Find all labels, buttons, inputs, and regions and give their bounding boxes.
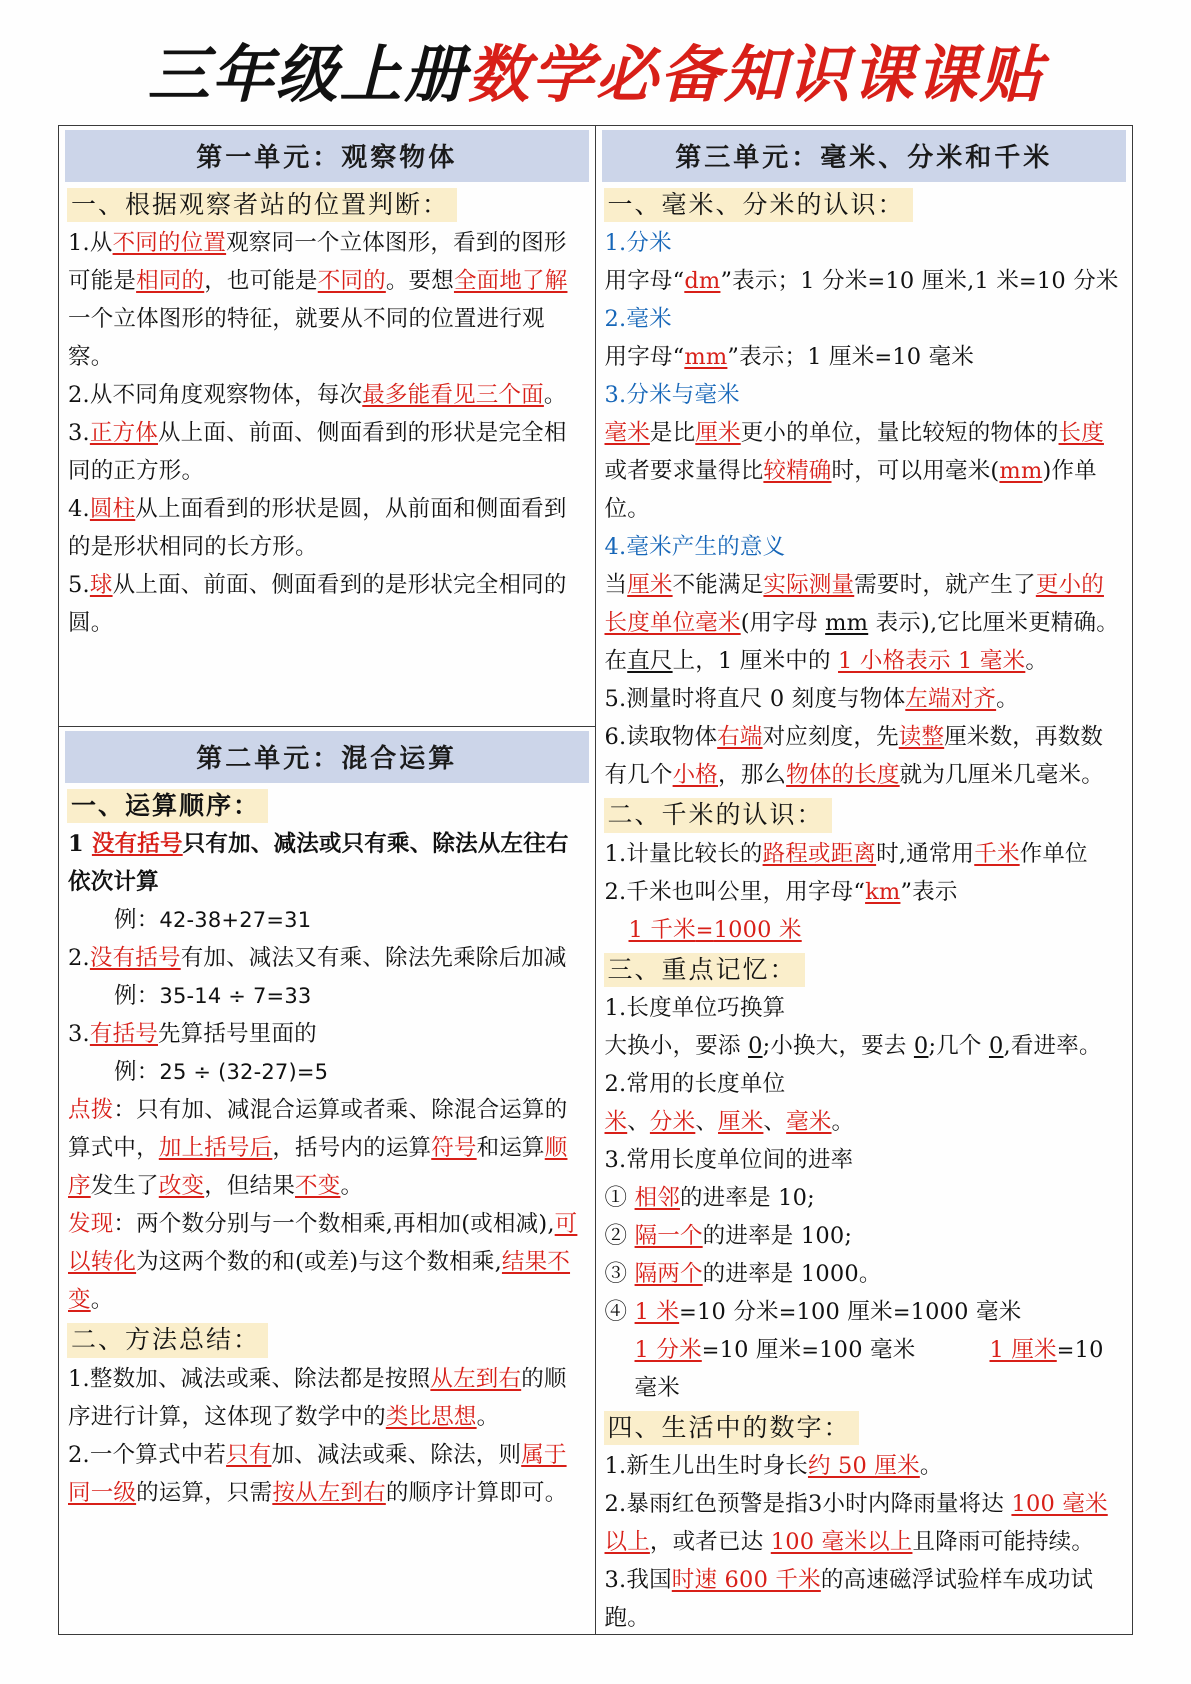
text-line: 点拨：只有加、减混合运算或者乘、除混合运算的算式中，加上括号后，括号内的运算符号和运算顺序发生了改变，但结果不变。 — [68, 1097, 568, 1200]
text-line: 2.毫米 — [604, 306, 672, 333]
text-line: 1.分米 — [604, 230, 672, 257]
unit3-section1-heading: 一、毫米、分米的认识： — [604, 188, 913, 222]
text-line: 2.没有括号有加、减法又有乘、除法先乘除后加减 — [68, 945, 567, 972]
unit2-section2-heading: 二、方法总结： — [67, 1323, 268, 1357]
text-line: 当厘米不能满足实际测量需要时，就产生了更小的长度单位毫米(用字母 mm 表示),它比厘米更精确。在直尺上，1 厘米中的 1 小格表示 1 毫米。 — [604, 572, 1119, 675]
content-grid — [58, 125, 1133, 1635]
text-line: 用字母“dm”表示；1 分米=10 厘米,1 米=10 分米 — [604, 268, 1119, 295]
text-line: ④ 1 米=10 分米=100 厘米=1000 毫米 — [604, 1298, 1022, 1325]
text-line: 5.球从上面、前面、侧面看到的是形状完全相同的圆。 — [68, 572, 567, 637]
text-line: 1.计量比较长的路程或距离时,通常用千米作单位 — [604, 840, 1088, 867]
text-line: 2.一个算式中若只有加、减法或乘、除法，则属于同一级的运算，只需按从左到右的顺序计算即可。 — [68, 1441, 568, 1506]
unit2-header: 第二单元：混合运算 — [65, 731, 589, 783]
text-line: 3.常用长度单位间的进率 — [604, 1146, 854, 1173]
page-title-red: 数学必备知识课课贴 — [467, 38, 1044, 111]
unit1-header: 第一单元：观察物体 — [65, 130, 589, 182]
unit3-section3-heading: 三、重点记忆： — [604, 953, 805, 987]
example-line: 例：42-38+27=31 — [114, 907, 312, 934]
unit1-section1-body — [59, 224, 595, 642]
text-line: 2.从不同角度观察物体，每次最多能看见三个面。 — [68, 382, 567, 409]
text-line: ① 相邻的进率是 10; — [604, 1184, 815, 1211]
text-line: 4.毫米产生的意义 — [604, 534, 786, 561]
unit2-section1-heading: 一、运算顺序： — [67, 789, 268, 823]
unit2-section1-body — [59, 825, 595, 1319]
text-line: 1.新生儿出生时身长约 50 厘米。 — [604, 1453, 943, 1480]
left-column — [59, 126, 596, 1634]
text-line: 1 没有括号只有加、减法或只有乘、除法从左往右依次计算 — [68, 831, 569, 896]
example-line: 例：25 ÷ (32-27)=5 — [114, 1059, 329, 1086]
unit3-section2-heading: 二、千米的认识： — [604, 798, 832, 832]
text-line: 3.有括号先算括号里面的 — [68, 1021, 317, 1048]
unit3-cell — [596, 126, 1133, 1634]
text-line: 3.正方体从上面、前面、侧面看到的形状是完全相同的正方形。 — [68, 420, 567, 485]
text-line: 3.分米与毫米 — [604, 382, 740, 409]
text-line: 大换小，要添 0;小换大，要去 0;几个 0,看进率。 — [604, 1032, 1102, 1059]
unit1-section1-heading: 一、根据观察者站的位置判断： — [67, 188, 457, 222]
unit2-section2-body — [59, 1360, 595, 1512]
unit3-section2-body — [596, 835, 1133, 949]
text-line: 6.读取物体右端对应刻度，先读整厘米数，再数数有几个小格，那么物体的长度就为几厘米几毫米。 — [604, 724, 1104, 789]
text-line: 米、分米、厘米、毫米。 — [604, 1108, 855, 1135]
unit1-cell — [59, 126, 595, 726]
text-line: 2.暴雨红色预警是指3小时内降雨量将达 100 毫米以上，或者已达 100 毫米以上且降雨可能持续。 — [604, 1491, 1108, 1556]
text-line: 4.圆柱从上面看到的形状是圆，从前面和侧面看到的是形状相同的长方形。 — [68, 496, 567, 561]
unit2-cell — [59, 726, 595, 1634]
text-line: 3.我国时速 600 千米的高速磁浮试验样车成功试跑。 — [604, 1567, 1094, 1632]
text-line: 1.从不同的位置观察同一个立体图形，看到的图形可能是相同的，也可能是不同的。要想全面地了解一个立体图形的特征，就要从不同的位置进行观察。 — [68, 230, 568, 371]
unit3-section1-body — [596, 224, 1133, 794]
unit3-section4-heading: 四、生活中的数字： — [604, 1411, 859, 1445]
unit3-section3-body — [596, 989, 1133, 1407]
right-column — [596, 126, 1133, 1634]
page-title — [0, 0, 1191, 117]
unit3-section4-body — [596, 1447, 1133, 1634]
text-line: 发现：两个数分别与一个数相乘,再相加(或相减),可以转化为这两个数的和(或差)与这个数相乘,结果不变。 — [68, 1211, 578, 1314]
text-line: 1.长度单位巧换算 — [604, 994, 786, 1021]
text-line: 毫米是比厘米更小的单位，量比较短的物体的长度或者要求量得比较精确时，可以用毫米(mm)作单位。 — [604, 420, 1104, 523]
text-line: 用字母“mm”表示；1 厘米=10 毫米 — [604, 344, 975, 371]
text-line: 1 分米=10 厘米=100 毫米 1 厘米=10 毫米 — [634, 1336, 1104, 1401]
text-line: 2.常用的长度单位 — [604, 1070, 786, 1097]
text-line: 2.千米也叫公里，用字母“km”表示 — [604, 878, 958, 905]
text-line: 1.整数加、减法或乘、除法都是按照从左到右的顺序进行计算，这体现了数学中的类比思想。 — [68, 1365, 567, 1430]
unit3-header: 第三单元：毫米、分米和千米 — [602, 130, 1127, 182]
text-line: 1 千米=1000 米 — [628, 916, 802, 943]
text-line: ② 隔一个的进率是 100; — [604, 1222, 853, 1249]
text-line: 5.测量时将直尺 0 刻度与物体左端对齐。 — [604, 686, 1019, 713]
page-title-black: 三年级上册 — [147, 38, 468, 111]
example-line: 例：35-14 ÷ 7=33 — [114, 983, 312, 1010]
text-line: ③ 隔两个的进率是 1000。 — [604, 1260, 882, 1287]
